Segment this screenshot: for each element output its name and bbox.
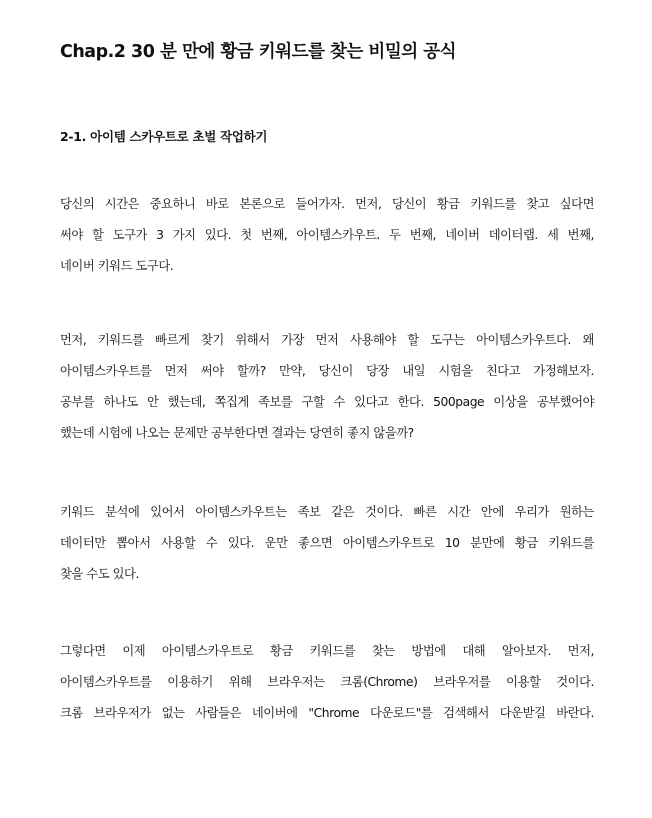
- paragraph-line: 당신의 시간은 중요하니 바로 본론으로 들어가자. 먼저, 당신이 황금 키워드를 찾고 싶다면: [60, 197, 594, 211]
- paragraph-line: 써야 할 도구가 3 가지 있다. 첫 번째, 아이템스카우트. 두 번째, 네이버 데이터랩. 세 번째,: [60, 228, 594, 242]
- section-heading: 2-1. 아이템 스카우트로 초벌 작업하기: [60, 129, 268, 144]
- paragraph-2: [60, 325, 594, 449]
- paragraph-line: 키워드 분석에 있어서 아이템스카우트는 족보 같은 것이다. 빠른 시간 안에 우리가 원하는: [60, 505, 594, 519]
- paragraph-line: 공부를 하나도 안 했는데, 쪽집게 족보를 구할 수 있다고 한다. 500page 이상을 공부했어야: [60, 395, 594, 409]
- paragraph-line: 했는데 시험에 나오는 문제만 공부한다면 결과는 당연히 좋지 않을까?: [60, 426, 414, 440]
- paragraph-line: 그렇다면 이제 아이템스카우트로 황금 키워드를 찾는 방법에 대해 알아보자. 먼저,: [60, 644, 594, 658]
- paragraph-line: 아이템스카우트를 먼저 써야 할까? 만약, 당신이 당장 내일 시험을 친다고 가정해보자.: [60, 364, 594, 378]
- paragraph-line: 네이버 키워드 도구다.: [60, 259, 174, 273]
- paragraph-line: 찾을 수도 있다.: [60, 567, 139, 581]
- paragraph-line: 크롬 브라우저가 없는 사람들은 네이버에 "Chrome 다운로드"를 검색해서 다운받길 바란다.: [60, 706, 594, 720]
- paragraph-1: [60, 189, 594, 282]
- chapter-title: Chap.2 30 분 만에 황금 키워드를 찾는 비밀의 공식: [60, 42, 457, 62]
- paragraph-line: 데이터만 뽑아서 사용할 수 있다. 운만 좋으면 아이템스카우트로 10 분만에 황금 키워드를: [60, 536, 594, 550]
- paragraph-line: 먼저, 키워드를 빠르게 찾기 위해서 가장 먼저 사용해야 할 도구는 아이템스카우트다. 왜: [60, 333, 594, 347]
- paragraph-3: [60, 497, 594, 590]
- paragraph-line: 아이템스카우트를 이용하기 위해 브라우저는 크롬(Chrome) 브라우저를 이용할 것이다.: [60, 675, 594, 689]
- paragraph-4: [60, 636, 594, 729]
